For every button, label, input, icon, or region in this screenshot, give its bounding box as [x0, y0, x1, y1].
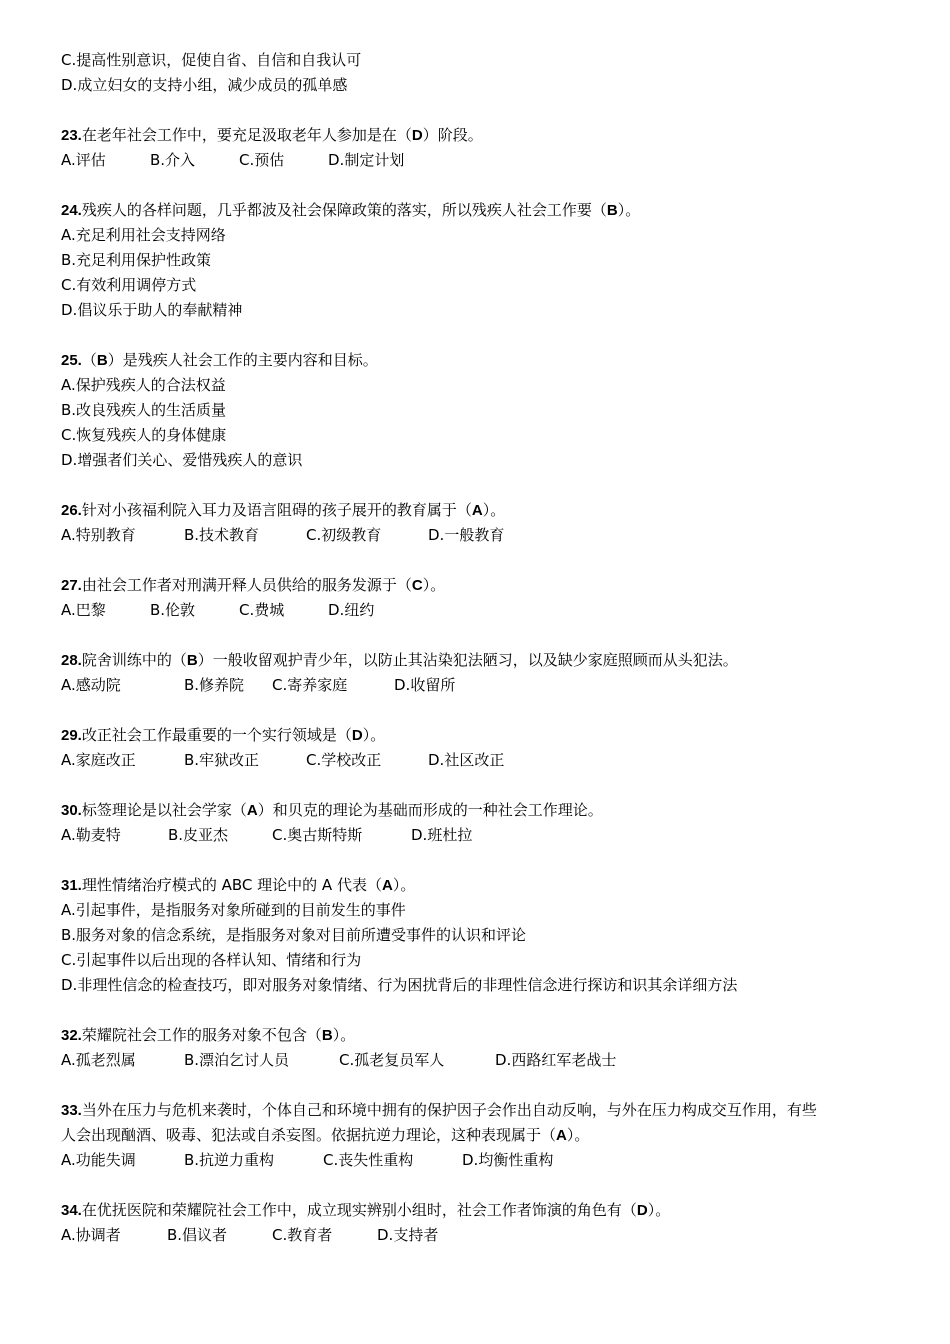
option: C.学校改正: [306, 751, 382, 769]
option: D.西路红军老战士: [495, 1051, 617, 1069]
question-26-stem: 26.针对小孩福利院入耳力及语言阻碍的孩子展开的教育属于（A）。: [61, 501, 506, 519]
option-line: D.增强者们关心、爱惜残疾人的意识: [61, 451, 303, 469]
option-line: C.提高性别意识，促使自省、自信和自我认可: [61, 51, 362, 69]
option: D.纽约: [328, 601, 375, 619]
option: B.牢狱改正: [184, 751, 260, 769]
option-line: A.引起事件，是指服务对象所碰到的目前发生的事件: [61, 901, 406, 919]
option: D.班杜拉: [411, 826, 473, 844]
question-23-options: [61, 148, 911, 173]
option: B.倡议者: [167, 1226, 228, 1244]
option: D.社区改正: [428, 751, 505, 769]
answer-letter: B: [186, 652, 198, 669]
answer-letter: A: [381, 877, 393, 894]
question-32-stem: 32.荣耀院社会工作的服务对象不包含（B）。: [61, 1026, 356, 1044]
option-line: B.充足利用保护性政策: [61, 251, 212, 269]
option: C.预估: [239, 151, 285, 169]
option-line: C.有效利用调停方式: [61, 276, 197, 294]
option: B.伦敦: [150, 601, 196, 619]
option-line: D.成立妇女的支持小组，减少成员的孤单感: [61, 76, 348, 94]
question-26-options: [61, 523, 911, 548]
question-31-stem: 31.理性情绪治疗模式的 ABC 理论中的 A 代表（A）。: [61, 876, 416, 894]
question-number: 32.: [61, 1027, 82, 1044]
answer-letter: A: [471, 502, 483, 519]
question-28-stem: 28.院舍训练中的（B）一般收留观护青少年，以防止其沾染犯法陋习，以及缺少家庭照顾而从头犯法。: [61, 651, 738, 669]
option: A.功能失调: [61, 1151, 136, 1169]
option: A.勒麦特: [61, 826, 121, 844]
question-29-stem: 29.改正社会工作最重要的一个实行领域是（D）。: [61, 726, 386, 744]
question-34-options: [61, 1223, 911, 1248]
option: A.孤老烈属: [61, 1051, 136, 1069]
option: A.巴黎: [61, 601, 106, 619]
document-page: [61, 48, 911, 1248]
option: B.皮亚杰: [168, 826, 229, 844]
answer-letter: A: [246, 802, 258, 819]
answer-letter: D: [411, 127, 423, 144]
option: C.孤老复员军人: [339, 1051, 445, 1069]
question-number: 24.: [61, 202, 82, 219]
option-line: A.充足利用社会支持网络: [61, 226, 226, 244]
question-30-stem: 30.标签理论是以社会学家（A）和贝克的理论为基础而形成的一种社会工作理论。: [61, 801, 603, 819]
question-number: 27.: [61, 577, 82, 594]
option: B.漂泊乞讨人员: [184, 1051, 290, 1069]
answer-letter: B: [321, 1027, 333, 1044]
option: B.修养院: [184, 676, 245, 694]
question-33-stem-continued: 人会出现酗酒、吸毒、犯法或自杀妄图。依据抗逆力理论，这种表现属于（A）。: [61, 1126, 590, 1144]
option-line: B.改良残疾人的生活质量: [61, 401, 227, 419]
question-number: 25.: [61, 352, 82, 369]
option: B.抗逆力重构: [184, 1151, 275, 1169]
question-32-options: [61, 1048, 911, 1073]
option: B.技术教育: [184, 526, 260, 544]
question-24-stem: 24.残疾人的各样问题，几乎都波及社会保障政策的落实，所以残疾人社会工作要（B）。: [61, 201, 641, 219]
option: D.均衡性重构: [462, 1151, 554, 1169]
option: A.评估: [61, 151, 106, 169]
question-number: 31.: [61, 877, 82, 894]
option: D.制定计划: [328, 151, 405, 169]
option: C.寄养家庭: [272, 676, 348, 694]
question-28-options: [61, 673, 911, 698]
option: A.协调者: [61, 1226, 121, 1244]
question-33-stem: 33.当外在压力与危机来袭时，个体自己和环境中拥有的保护因子会作出自动反响，与外在压力构成交互作用，有些: [61, 1101, 817, 1119]
option: C.教育者: [272, 1226, 333, 1244]
answer-letter: A: [556, 1127, 567, 1144]
option-line: B.服务对象的信念系统，是指服务对象对目前所遭受事件的认识和评论: [61, 926, 527, 944]
question-33-options: [61, 1148, 911, 1173]
option: D.支持者: [377, 1226, 439, 1244]
question-number: 33.: [61, 1102, 82, 1119]
option: A.感动院: [61, 676, 121, 694]
option: D.收留所: [394, 676, 456, 694]
answer-letter: B: [606, 202, 618, 219]
option-line: C.恢复残疾人的身体健康: [61, 426, 227, 444]
question-number: 30.: [61, 802, 82, 819]
option-line: A.保护残疾人的合法权益: [61, 376, 226, 394]
question-number: 26.: [61, 502, 82, 519]
option: C.丧失性重构: [323, 1151, 414, 1169]
question-number: 29.: [61, 727, 82, 744]
answer-letter: D: [351, 727, 363, 744]
option: C.初级教育: [306, 526, 382, 544]
answer-letter: D: [636, 1202, 648, 1219]
question-number: 34.: [61, 1202, 82, 1219]
option-line: C.引起事件以后出现的各样认知、情绪和行为: [61, 951, 362, 969]
option: C.奥古斯特斯: [272, 826, 363, 844]
option: B.介入: [150, 151, 196, 169]
question-number: 28.: [61, 652, 82, 669]
question-34-stem: 34.在优抚医院和荣耀院社会工作中，成立现实辨别小组时，社会工作者饰演的角色有（D）。: [61, 1201, 671, 1219]
question-27-stem: 27.由社会工作者对刑满开释人员供给的服务发源于（C）。: [61, 576, 446, 594]
question-25-stem: 25.（B）是残疾人社会工作的主要内容和目标。: [61, 351, 378, 369]
answer-letter: C: [411, 577, 423, 594]
question-30-options: [61, 823, 911, 848]
option: A.特别教育: [61, 526, 136, 544]
option-line: D.倡议乐于助人的奉献精神: [61, 301, 243, 319]
question-number: 23.: [61, 127, 82, 144]
option: D.一般教育: [428, 526, 505, 544]
option: C.费城: [239, 601, 285, 619]
question-23-stem: 23.在老年社会工作中，要充足汲取老年人参加是在（D）阶段。: [61, 126, 483, 144]
option-line: D.非理性信念的检查技巧，即对服务对象情绪、行为困扰背后的非理性信念进行探访和识其余详细方法: [61, 976, 738, 994]
question-27-options: [61, 598, 911, 623]
option: A.家庭改正: [61, 751, 136, 769]
question-29-options: [61, 748, 911, 773]
answer-letter: B: [96, 352, 108, 369]
